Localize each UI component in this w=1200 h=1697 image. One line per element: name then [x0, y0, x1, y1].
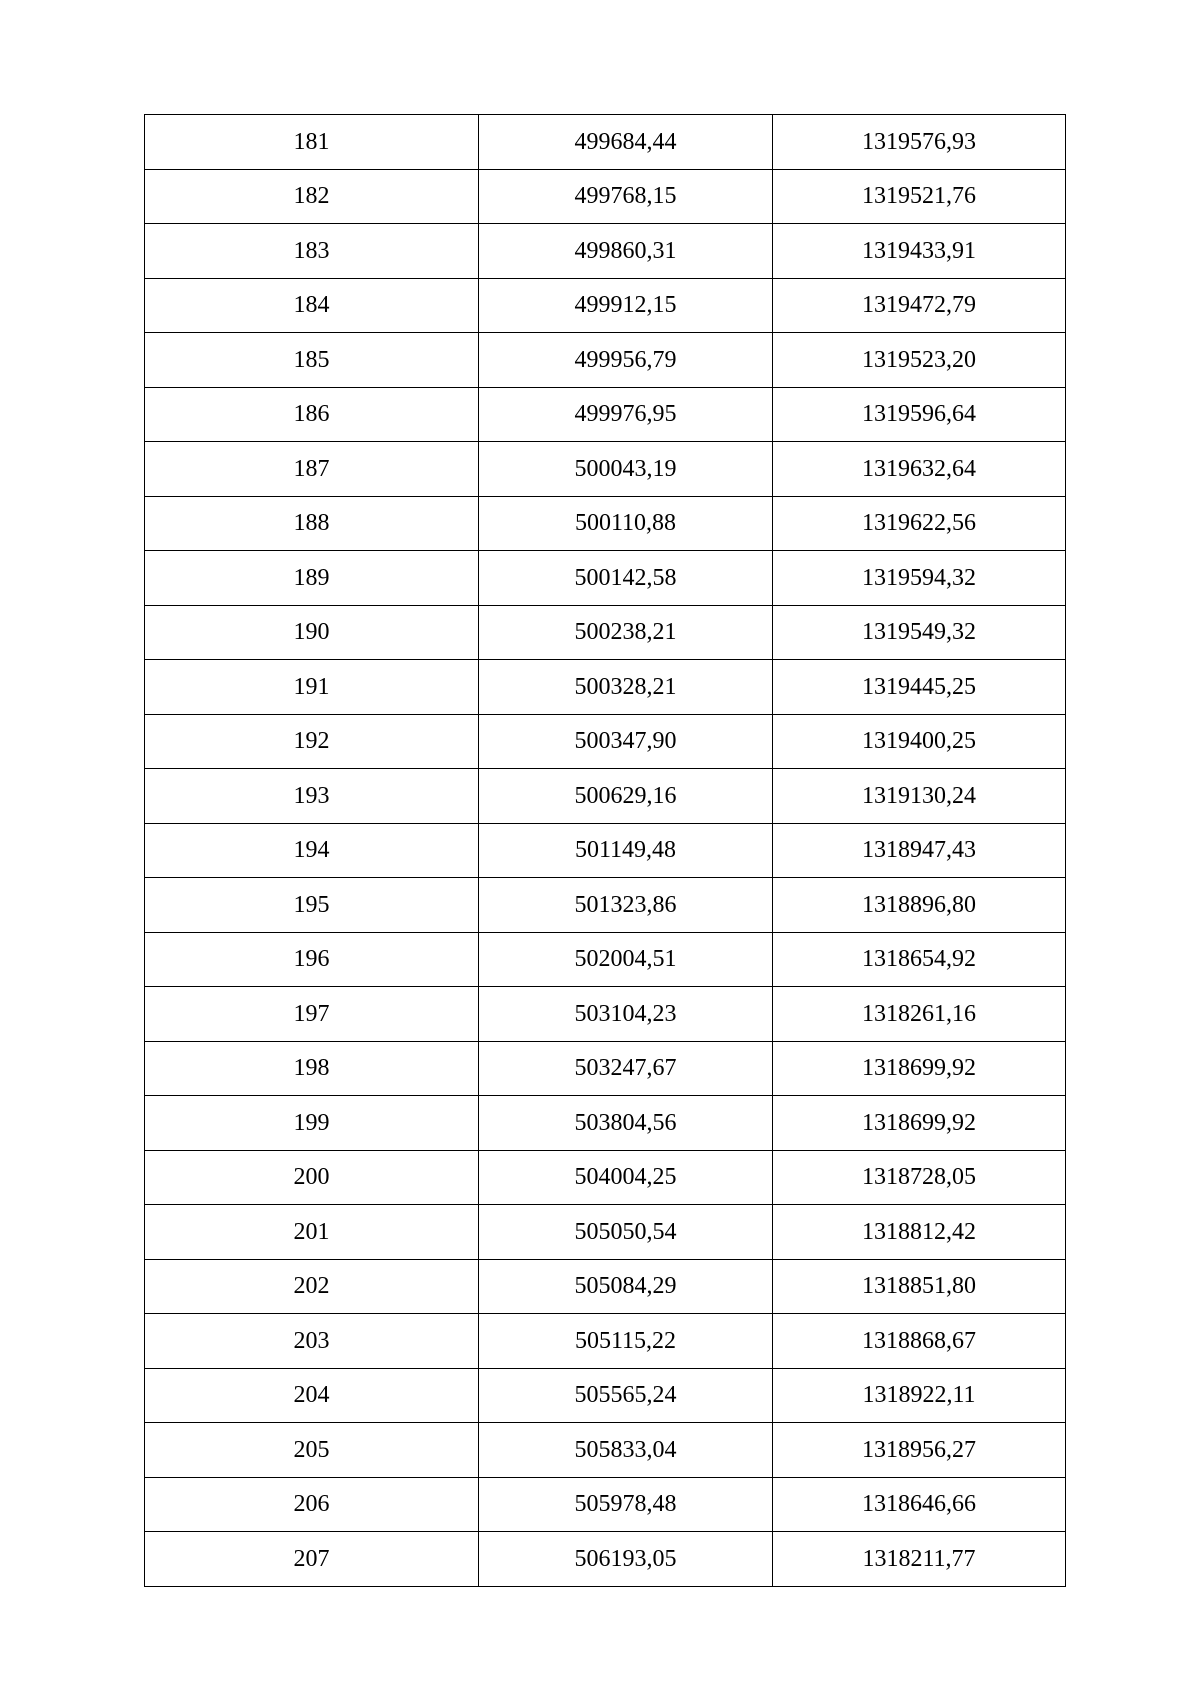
table-row: [145, 878, 1066, 933]
y-coordinate-cell: 1319549,32: [773, 605, 1066, 660]
y-coordinate-cell: 1319445,25: [773, 660, 1066, 715]
x-coordinate-cell: 500347,90: [479, 714, 773, 769]
table-row: [145, 169, 1066, 224]
x-coordinate-cell: 505978,48: [479, 1477, 773, 1532]
point-number-cell: 201: [145, 1205, 479, 1260]
y-coordinate-cell: 1318211,77: [773, 1532, 1066, 1587]
x-coordinate-cell: 499956,79: [479, 333, 773, 388]
point-number-cell: 199: [145, 1096, 479, 1151]
x-coordinate-cell: 500629,16: [479, 769, 773, 824]
x-coordinate-cell: 504004,25: [479, 1150, 773, 1205]
point-number-cell: 204: [145, 1368, 479, 1423]
table-row: [145, 1477, 1066, 1532]
coordinates-table-body: [145, 115, 1066, 1587]
point-number-cell: 185: [145, 333, 479, 388]
x-coordinate-cell: 506193,05: [479, 1532, 773, 1587]
table-row: [145, 1041, 1066, 1096]
y-coordinate-cell: 1319596,64: [773, 387, 1066, 442]
y-coordinate-cell: 1318261,16: [773, 987, 1066, 1042]
y-coordinate-cell: 1318728,05: [773, 1150, 1066, 1205]
x-coordinate-cell: 505833,04: [479, 1423, 773, 1478]
table-row: [145, 1259, 1066, 1314]
y-coordinate-cell: 1319130,24: [773, 769, 1066, 824]
x-coordinate-cell: 500238,21: [479, 605, 773, 660]
table-row: [145, 1532, 1066, 1587]
point-number-cell: 200: [145, 1150, 479, 1205]
coordinates-table: [144, 114, 1066, 1587]
y-coordinate-cell: 1319521,76: [773, 169, 1066, 224]
y-coordinate-cell: 1318699,92: [773, 1041, 1066, 1096]
x-coordinate-cell: 501323,86: [479, 878, 773, 933]
y-coordinate-cell: 1318654,92: [773, 932, 1066, 987]
x-coordinate-cell: 505084,29: [479, 1259, 773, 1314]
table-row: [145, 660, 1066, 715]
x-coordinate-cell: 500328,21: [479, 660, 773, 715]
table-row: [145, 496, 1066, 551]
table-row: [145, 932, 1066, 987]
x-coordinate-cell: 505565,24: [479, 1368, 773, 1423]
point-number-cell: 195: [145, 878, 479, 933]
x-coordinate-cell: 505115,22: [479, 1314, 773, 1369]
y-coordinate-cell: 1319576,93: [773, 115, 1066, 170]
y-coordinate-cell: 1319632,64: [773, 442, 1066, 497]
table-row: [145, 714, 1066, 769]
x-coordinate-cell: 499768,15: [479, 169, 773, 224]
y-coordinate-cell: 1318868,67: [773, 1314, 1066, 1369]
y-coordinate-cell: 1319523,20: [773, 333, 1066, 388]
point-number-cell: 190: [145, 605, 479, 660]
x-coordinate-cell: 503247,67: [479, 1041, 773, 1096]
point-number-cell: 206: [145, 1477, 479, 1532]
table-row: [145, 1150, 1066, 1205]
y-coordinate-cell: 1319472,79: [773, 278, 1066, 333]
table-row: [145, 769, 1066, 824]
point-number-cell: 205: [145, 1423, 479, 1478]
y-coordinate-cell: 1318922,11: [773, 1368, 1066, 1423]
point-number-cell: 198: [145, 1041, 479, 1096]
x-coordinate-cell: 499860,31: [479, 224, 773, 279]
y-coordinate-cell: 1319433,91: [773, 224, 1066, 279]
point-number-cell: 194: [145, 823, 479, 878]
x-coordinate-cell: 500110,88: [479, 496, 773, 551]
x-coordinate-cell: 500142,58: [479, 551, 773, 606]
point-number-cell: 189: [145, 551, 479, 606]
table-row: [145, 1314, 1066, 1369]
point-number-cell: 191: [145, 660, 479, 715]
y-coordinate-cell: 1319400,25: [773, 714, 1066, 769]
y-coordinate-cell: 1318956,27: [773, 1423, 1066, 1478]
point-number-cell: 192: [145, 714, 479, 769]
y-coordinate-cell: 1318699,92: [773, 1096, 1066, 1151]
point-number-cell: 207: [145, 1532, 479, 1587]
point-number-cell: 181: [145, 115, 479, 170]
x-coordinate-cell: 501149,48: [479, 823, 773, 878]
point-number-cell: 183: [145, 224, 479, 279]
table-row: [145, 115, 1066, 170]
table-row: [145, 1368, 1066, 1423]
table-row: [145, 605, 1066, 660]
point-number-cell: 196: [145, 932, 479, 987]
x-coordinate-cell: 499912,15: [479, 278, 773, 333]
point-number-cell: 182: [145, 169, 479, 224]
point-number-cell: 203: [145, 1314, 479, 1369]
table-row: [145, 1423, 1066, 1478]
point-number-cell: 186: [145, 387, 479, 442]
y-coordinate-cell: 1318646,66: [773, 1477, 1066, 1532]
table-row: [145, 1096, 1066, 1151]
x-coordinate-cell: 505050,54: [479, 1205, 773, 1260]
y-coordinate-cell: 1319622,56: [773, 496, 1066, 551]
point-number-cell: 187: [145, 442, 479, 497]
x-coordinate-cell: 500043,19: [479, 442, 773, 497]
table-row: [145, 1205, 1066, 1260]
table-row: [145, 387, 1066, 442]
point-number-cell: 184: [145, 278, 479, 333]
point-number-cell: 197: [145, 987, 479, 1042]
table-row: [145, 333, 1066, 388]
table-row: [145, 278, 1066, 333]
x-coordinate-cell: 503104,23: [479, 987, 773, 1042]
y-coordinate-cell: 1318896,80: [773, 878, 1066, 933]
table-row: [145, 551, 1066, 606]
table-row: [145, 987, 1066, 1042]
y-coordinate-cell: 1319594,32: [773, 551, 1066, 606]
y-coordinate-cell: 1318947,43: [773, 823, 1066, 878]
y-coordinate-cell: 1318851,80: [773, 1259, 1066, 1314]
table-row: [145, 823, 1066, 878]
table-row: [145, 224, 1066, 279]
point-number-cell: 188: [145, 496, 479, 551]
point-number-cell: 202: [145, 1259, 479, 1314]
y-coordinate-cell: 1318812,42: [773, 1205, 1066, 1260]
x-coordinate-cell: 502004,51: [479, 932, 773, 987]
point-number-cell: 193: [145, 769, 479, 824]
table-row: [145, 442, 1066, 497]
x-coordinate-cell: 499684,44: [479, 115, 773, 170]
x-coordinate-cell: 503804,56: [479, 1096, 773, 1151]
x-coordinate-cell: 499976,95: [479, 387, 773, 442]
